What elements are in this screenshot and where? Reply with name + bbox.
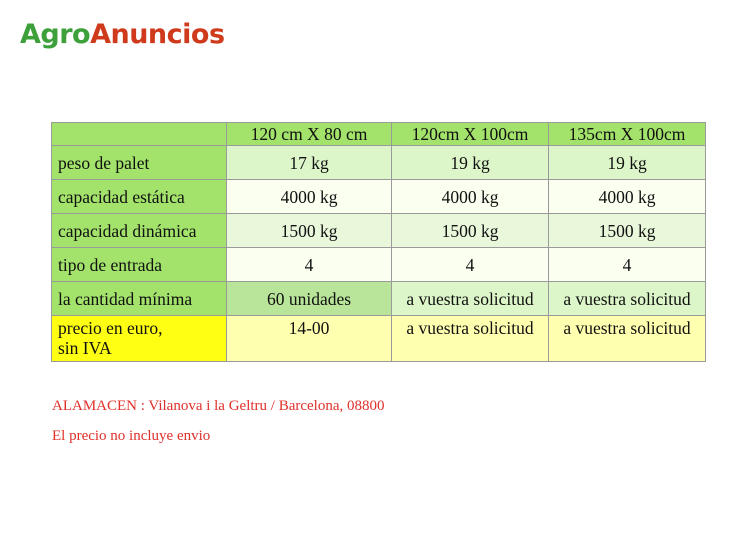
table-cell: 19 kg — [392, 146, 549, 180]
precio-label-line1: precio en euro, — [58, 318, 163, 338]
row-label-capacidad-estatica: capacidad estática — [52, 180, 227, 214]
table-cell: 4 — [392, 248, 549, 282]
table-row — [52, 282, 706, 316]
table-row — [52, 146, 706, 180]
table-cell: 60 unidades — [227, 282, 392, 316]
table-row — [52, 248, 706, 282]
header-empty-cell — [52, 123, 227, 146]
table-row — [52, 180, 706, 214]
table-cell: 4000 kg — [227, 180, 392, 214]
table-cell: 1500 kg — [227, 214, 392, 248]
precio-label-line2: sin IVA — [58, 338, 112, 358]
table-cell: 19 kg — [549, 146, 706, 180]
table-cell: 4000 kg — [392, 180, 549, 214]
table-cell: 1500 kg — [392, 214, 549, 248]
logo-anuncios-text: Anuncios — [90, 19, 225, 50]
table-cell: a vuestra solicitud — [392, 316, 549, 362]
table-cell: 4000 kg — [549, 180, 706, 214]
row-label-capacidad-dinamica: capacidad dinámica — [52, 214, 227, 248]
table-row-price — [52, 316, 706, 362]
table-cell: 14-00 — [227, 316, 392, 362]
table-cell: 1500 kg — [549, 214, 706, 248]
table-header-row — [52, 123, 706, 146]
header-size-120x100: 120cm X 100cm — [392, 123, 549, 146]
row-label-tipo-entrada: tipo de entrada — [52, 248, 227, 282]
row-label-precio — [52, 316, 227, 362]
shipping-note: El precio no incluye envio — [52, 428, 211, 444]
table-cell: a vuestra solicitud — [549, 316, 706, 362]
table-cell: 4 — [227, 248, 392, 282]
row-label-cantidad-minima: la cantidad mínima — [52, 282, 227, 316]
table-cell: a vuestra solicitud — [549, 282, 706, 316]
table-cell: a vuestra solicitud — [392, 282, 549, 316]
header-size-135x100: 135cm X 100cm — [549, 123, 706, 146]
table-cell: 4 — [549, 248, 706, 282]
table-row — [52, 214, 706, 248]
row-label-peso: peso de palet — [52, 146, 227, 180]
pallet-specs-table — [51, 122, 706, 362]
logo-agro-text: Agro — [20, 19, 91, 50]
agroanuncios-logo[interactable] — [20, 17, 225, 53]
warehouse-location-note: ALAMACEN : Vilanova i la Geltru / Barcelona, 08800 — [52, 398, 385, 414]
header-size-120x80: 120 cm X 80 cm — [227, 123, 392, 146]
table-cell: 17 kg — [227, 146, 392, 180]
